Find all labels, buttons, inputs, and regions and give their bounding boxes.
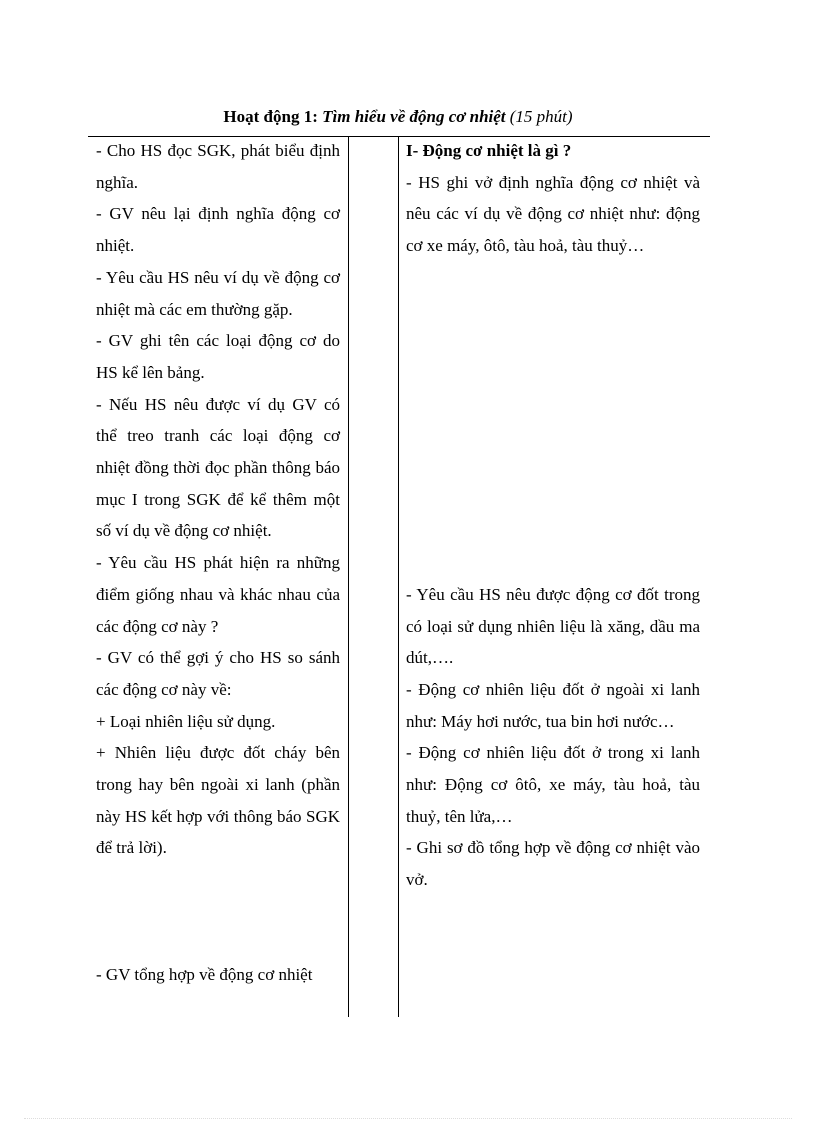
activity-title <box>88 106 708 128</box>
teacher-step: - GV ghi tên các loại động cơ do HS kể lên bảng. <box>96 331 340 382</box>
student-step: - HS ghi vở định nghĩa động cơ nhiệt và nêu các ví dụ về động cơ nhiệt như: động cơ xe máy, ôtô, tàu hoả, tàu thuỷ… <box>406 172 700 256</box>
table-right-divider <box>398 136 399 1017</box>
teacher-step: - Cho HS đọc SGK, phát biểu định nghĩa. <box>96 141 340 192</box>
teacher-step: - GV có thể gợi ý cho HS so sánh các động cơ này về: <box>96 648 340 699</box>
student-step: - Động cơ nhiên liệu đốt ở ngoài xi lanh như: Máy hơi nước, tua bin hơi nước… <box>406 679 700 731</box>
teacher-summary: - GV tổng hợp về động cơ nhiệt <box>96 965 313 985</box>
section-heading: I- Động cơ nhiệt là gì ? <box>406 141 572 160</box>
teacher-step: - Yêu cầu HS nêu ví dụ về động cơ nhiệt mà các em thường gặp. <box>96 267 340 319</box>
activity-topic: Tìm hiểu về động cơ nhiệt <box>322 107 506 126</box>
teacher-activities-column <box>96 135 340 991</box>
student-activities-column <box>406 135 700 896</box>
teacher-step: + Nhiên liệu được đốt cháy bên trong hay bên ngoài xi lanh (phần này HS kết hợp với thông báo SGK để trả lời). <box>96 743 340 858</box>
teacher-step: + Loại nhiên liệu sử dụng. <box>96 711 276 731</box>
teacher-step: - Nếu HS nêu được ví dụ GV có thể treo tranh các loại động cơ nhiệt đồng thời đọc phần thông báo mục I trong SGK để kể thêm một số ví dụ về động cơ nhiệt. <box>96 394 340 541</box>
student-step: - Ghi sơ đồ tổng hợp về động cơ nhiệt vào vở. <box>406 838 700 890</box>
page-footer-rule <box>24 1118 792 1119</box>
table-left-divider <box>348 136 349 1017</box>
activity-duration: (15 phút) <box>509 107 573 126</box>
teacher-step: - Yêu cầu HS phát hiện ra những điểm giống nhau và khác nhau của các động cơ này ? <box>96 553 340 636</box>
teacher-step: - GV nêu lại định nghĩa động cơ nhiệt. <box>96 204 340 256</box>
student-step: - Yêu cầu HS nêu được động cơ đốt trong có loại sử dụng nhiên liệu là xăng, dầu ma dút,…. <box>406 584 700 668</box>
student-step: - Động cơ nhiên liệu đốt ở trong xi lanh như: Động cơ ôtô, xe máy, tàu hoả, tàu thuỷ, tên lửa,… <box>406 743 700 826</box>
activity-label: Hoạt động 1: <box>223 107 318 126</box>
